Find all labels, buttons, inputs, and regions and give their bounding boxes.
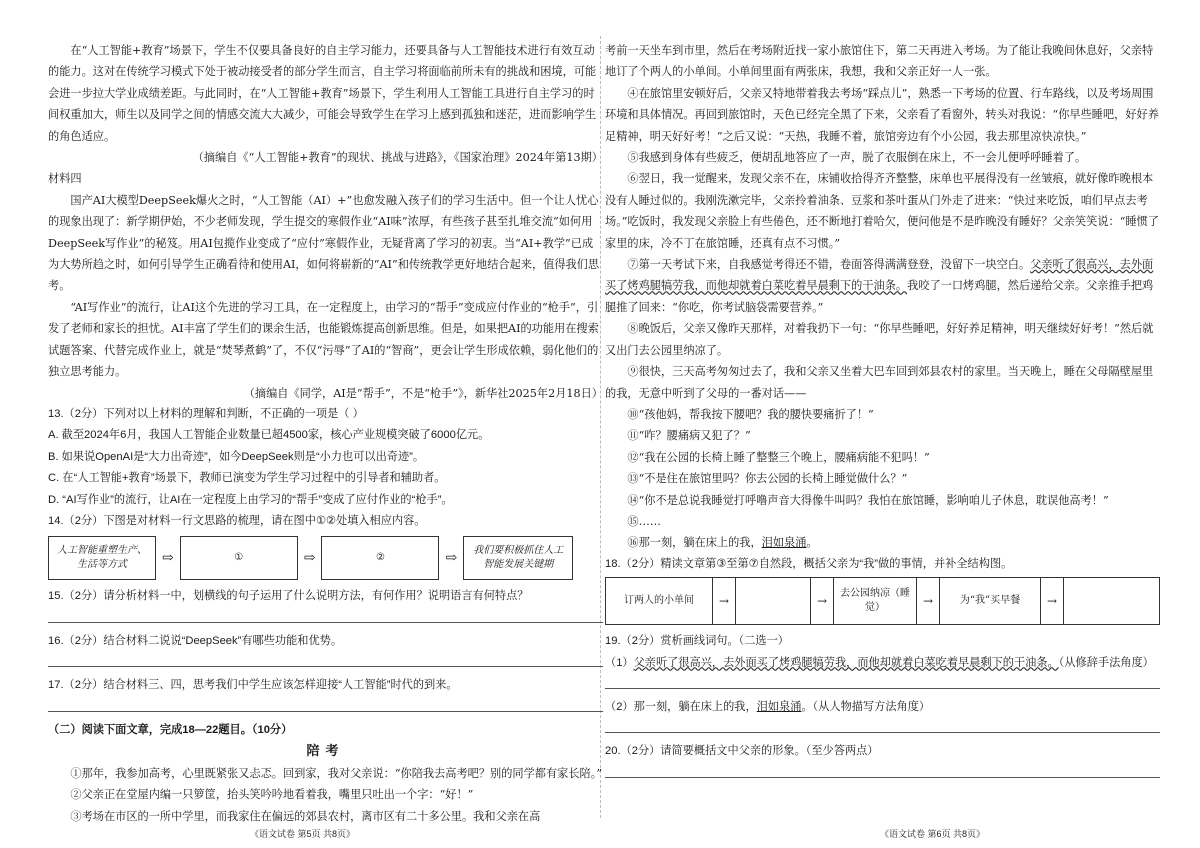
q18-blank-1[interactable] xyxy=(736,578,811,624)
article-para-7 xyxy=(605,254,1160,318)
question-13: 13.（2分）下列对以上材料的理解和判断，不正确的一项是（ ） xyxy=(48,407,364,420)
q15-answer-line[interactable] xyxy=(48,608,603,623)
article-para-5: ⑤我感到身体有些疲乏，便胡乱地答应了一声，脱了衣服倒在床上，不一会儿便呼呼睡着了。 xyxy=(627,151,1087,165)
q19-2-answer-line[interactable] xyxy=(605,718,1160,733)
q18-blank-2[interactable] xyxy=(1064,578,1159,624)
q18-arrow: → xyxy=(713,578,736,624)
left-page-footer: 《语文试卷 第5页 共8页》 xyxy=(250,829,356,839)
right-page xyxy=(605,40,1160,786)
q18-arrow: → xyxy=(811,578,834,624)
q19-1-answer-line[interactable] xyxy=(605,674,1160,689)
article-para-14: ⑭“你不是总说我睡觉打呼噜声音大得像牛叫吗？我怕在旅馆睡，影响咱儿子休息，耽误他高考！” xyxy=(627,493,1109,507)
q14-box-end: 我们要积极抓住人工智能发展关键期 xyxy=(463,536,573,580)
material3-paragraph: 在“人工智能+教育”场景下，学生不仅要具备良好的自主学习能力，还要具备与人工智能技术进行有效互动的能力。这对在传统学习模式下处于被动接受者的部分学生而言，自主学习将面临前所未有的挑战和困境，可能会进一步拉大学业成绩差距。与此同时，在“人工智能+教育”场景下，学生利用人工智能工具进行自主学习的时间权重加大，师生以及同学之间的情感交流大大减少，可能会导致学生在学习上感到孤独和迷茫，进而影响学生的角色适应。 xyxy=(48,44,597,143)
q19-2-suffix: 。（从人物描写方法角度） xyxy=(801,700,931,713)
right-page-footer: 《语文试卷 第6页 共8页》 xyxy=(880,829,986,839)
q14-blank-2[interactable]: ② xyxy=(321,536,439,580)
article-para-1: ①那年，我参加高考，心里既紧张又忐忑。回到家，我对父亲说：“你陪我去高考吧？别的同学都有家长陪。” xyxy=(70,766,603,780)
para16-underlined-phrase: 泪如泉涌 xyxy=(761,536,807,550)
q19-option-2 xyxy=(605,697,1160,718)
article-para-12: ⑫“我在公园的长椅上睡了整整三个晚上，腰痛病能不犯吗！” xyxy=(627,450,930,464)
question-15: 15.（2分）请分析材料一中，划横线的句子运用了什么说明方法，有何作用？说明语言有何特点？ xyxy=(48,590,529,603)
material4-heading: 材料四 xyxy=(48,172,82,186)
question-17: 17.（2分）结合材料三、四，思考我们中学生应该怎样迎接“人工智能”时代的到来。 xyxy=(48,679,458,692)
q18-arrow: → xyxy=(1041,578,1064,624)
question-18: 18.（2分）精读文章第③至第⑦自然段，概括父亲为“我”做的事情，并补全结构图。 xyxy=(605,557,1013,570)
q14-arrow: ⇨ xyxy=(303,550,316,567)
q20-answer-line[interactable] xyxy=(605,763,1160,778)
article-para-10: ⑩“孩他妈，帮我按下腰吧？我的腰快要痛折了！” xyxy=(627,407,874,421)
question-19: 19.（2分）赏析画线词句。（二选一） xyxy=(605,635,789,648)
q17-answer-line[interactable] xyxy=(48,697,603,712)
q14-blank-1[interactable]: ① xyxy=(180,536,298,580)
article-para-8: ⑧晚饭后，父亲又像昨天那样，对着我扔下一句：“你早些睡吧，好好养足精神，明天继续好好考！”然后就又出门去公园里纳凉了。 xyxy=(605,322,1154,357)
citation-1: （摘编自《“人工智能+教育”的现状、挑战与进路》，《国家治理》2024年第13期） xyxy=(192,151,603,165)
article-para-9: ⑨很快，三天高考匆匆过去了，我和父亲又坐着大巴车回到郊县农村的家里。当天晚上，睡在父母隔壁屋里的我，无意中听到了父母的一番对话—— xyxy=(605,365,1154,400)
q14-flow-diagram xyxy=(48,536,603,580)
q19-option-1 xyxy=(605,653,1160,674)
q18-structure-diagram xyxy=(605,577,1160,625)
question-14: 14.（2分）下图是对材料一行文思路的梳理，请在图中①②处填入相应内容。 xyxy=(48,514,426,527)
q18-cell-4: 为“我”买早餐 xyxy=(940,578,1041,624)
q13-option-a: A. 截至2024年6月，我国人工智能企业数量已超4500家，核心产业规模突破了6000亿元。 xyxy=(48,429,490,442)
question-16: 16.（2分）结合材料二说说“DeepSeek”有哪些功能和优势。 xyxy=(48,634,343,647)
article-para-6: ⑥翌日，我一觉醒来，发现父亲不在，床铺收拾得齐齐整整，床单也平展得没有一丝皱痕，就好像昨晚根本没有人睡过似的。我刚洗漱完毕，父亲拎着油条、豆浆和茶叶蛋从门外走了进来：“快过来吃饭，咱们早点去考场。”吃饭时，我发现父亲脸上有些倦色，还不断地打着哈欠，便问他是不是昨晚没有睡好？父亲笑笑说：“睡惯了家里的床，冷不丁在旅馆睡，还真有点不习惯。” xyxy=(605,172,1160,250)
q13-option-d: D. “AI写作业”的流行，让AI在一定程度上由学习的“帮手”变成了应付作业的“枪手”。 xyxy=(48,493,453,506)
para16-end: 。 xyxy=(806,536,818,550)
q13-option-b: B. 如果说OpenAI是“大力出奇迹”，如今DeepSeek则是“小力也可以出奇迹”。 xyxy=(48,450,425,463)
material4-paragraph-1: 国产AI大模型DeepSeek爆火之时，“人工智能（AI）+”也愈发融入孩子们的学习生活中。但一个让人忧心的现象出现了：新学期伊始，不少老师发现，学生提交的寒假作业“AI味”浓厚，有些孩子甚至扎堆交流“如何用DeepSeek写作业”的秘笈。用AI包揽作业变成了“应付”寒假作业，无疑背离了学习的初衷。当“AI+教学”已成为大势所趋之时，如何引导学生正确看待和使用AI，如何将崭新的“AI”和传统教学更好地结合起来，值得我们思考。 xyxy=(48,193,600,293)
article-para-3-cont: 考前一天坐车到市里，然后在考场附近找一家小旅馆住下，第二天再进入考场。为了能让我晚间休息好，父亲特地订了个两人的小单间。小单间里面有两张床，我想，我和父亲正好一人一张。 xyxy=(605,44,1154,79)
q14-arrow: ⇨ xyxy=(445,550,458,567)
q19-2-prefix: （2）那一刻，躺在床上的我， xyxy=(605,700,757,713)
material4-paragraph-2: “AI写作业”的流行，让AI这个先进的学习工具，在一定程度上，由学习的“帮手”变成应付作业的“枪手”，引发了老师和家长的担忧。AI丰富了学生们的课余生活，也能锻炼提高创新思维。但是，如果把AI的功能用在搜索试题答案、代替完成作业上，就是“焚琴煮鹤”了，不仅“污辱”了AI的“智商”，更会让学生形成依赖，弱化他们的独立思考能力。 xyxy=(48,300,599,379)
q16-answer-line[interactable] xyxy=(48,652,603,667)
para16-start: ⑯那一刻，躺在床上的我， xyxy=(627,536,762,550)
question-20: 20.（2分）请简要概括文中父亲的形象。（至少答两点） xyxy=(605,745,879,758)
q19-2-underlined: 泪如泉涌 xyxy=(756,700,802,713)
article-para-4: ④在旅馆里安顿好后，父亲又特地带着我去考场“踩点儿”，熟悉一下考场的位置、行车路线，以及考场周围环境和具体情况。再回到旅馆时，天色已经完全黑了下来，父亲看了看窗外，转头对我说：“你早些睡吧，好好养足精神，明天好好考！”之后又说：“天热，我睡不着，旅馆旁边有个小公园，我去那里凉快凉快。” xyxy=(605,86,1159,143)
article-title: 陪考 xyxy=(306,743,345,759)
q19-1-underlined: 父亲听了很高兴，去外面买了烤鸡腿犒劳我，而他却就着白菜吃着早晨剩下的干油条。 xyxy=(633,656,1059,669)
q13-option-c: C. 在“人工智能+教育”场景下，教师已演变为学生学习过程中的引导者和辅助者。 xyxy=(48,472,446,485)
para7-underlined-sentence: 父亲听了很高兴，去外面买了烤鸡腿犒劳我，而他却就着白菜吃着早晨剩下的干油条。 xyxy=(605,258,1154,293)
q18-arrow: → xyxy=(917,578,940,624)
q18-cell-1: 订两人的小单间 xyxy=(606,578,713,624)
article-para-11: ⑪“咋？腰痛病又犯了？” xyxy=(627,429,751,443)
article-para-13: ⑬“不是住在旅馆里吗？你去公园的长椅上睡觉做什么？” xyxy=(627,472,908,486)
section-2-heading: （二）阅读下面文章，完成18—22题目。（10分） xyxy=(48,723,293,736)
article-para-3: ③考场在市区的一所中学里，而我家住在偏远的郊县农村，离市区有二十多公里。我和父亲在高 xyxy=(70,809,541,823)
article-para-15: ⑮…… xyxy=(627,514,661,528)
q18-cell-3: 去公园纳凉（睡觉） xyxy=(834,578,917,624)
citation-2: （摘编自《同学，AI是“帮手”，不是“枪手”》，新华社2025年2月18日） xyxy=(243,386,603,400)
article-para-2: ②父亲正在堂屋内编一只箩筐，抬头笑吟吟地看着我，嘴里只吐出一个字：“好！” xyxy=(70,788,474,802)
q14-arrow: ⇨ xyxy=(162,550,174,567)
left-page xyxy=(48,40,603,827)
q19-1-prefix: （1） xyxy=(605,656,634,669)
article-para-16 xyxy=(605,532,1160,553)
q19-1-suffix: （从修辞手法角度） xyxy=(1058,656,1154,669)
para7-start: ⑦第一天考试下来，自我感觉考得还不错，卷面答得满满登登，没留下一块空白。 xyxy=(627,258,1031,272)
para7-end: 我咬了一口烤鸡腿，然后递给父亲。父亲推手把鸡腿推了回来：“你吃，你考试脑袋需要营养。” xyxy=(605,279,1154,314)
q14-box-start: 人工智能重塑生产、生活等方式 xyxy=(48,536,156,580)
